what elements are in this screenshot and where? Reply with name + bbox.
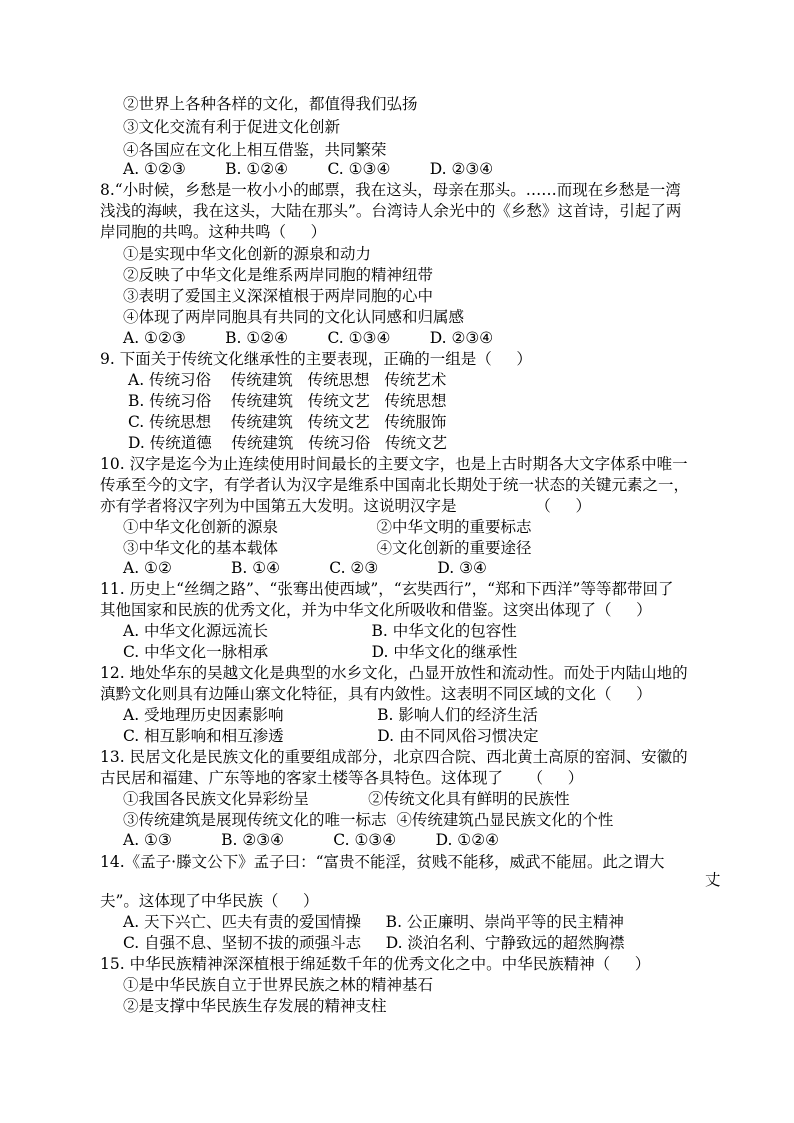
question-13-text: 古民居和福建、广东等地的客家土楼等各具特色。这体现了 （ ） [100, 769, 584, 787]
answer-choice-b: B. 传统习俗 传统建筑 传统文艺 传统思想 [128, 392, 447, 410]
option-line: C. 自强不息、坚韧不拔的顽强斗志 D. 淡泊名利、宁静致远的超然胸襟 [123, 934, 625, 952]
question-11-text: 11. 历史上“丝绸之路”、“张骞出使西域”，“玄奘西行”，“郑和下西洋”等等都带回了 [100, 580, 674, 598]
option-line: ③表明了爱国主义深深植根于两岸同胞的心中 [123, 287, 434, 305]
question-8-text: 岸同胞的共鸣。这种共鸣（ ） [100, 223, 327, 241]
option-line: ③文化交流有利于促进文化创新 [123, 118, 341, 136]
option-line: ④各国应在文化上相互借鉴，共同繁荣 [123, 141, 387, 159]
answer-choices: A. ①② B. ①④ C. ②③ D. ③④ [123, 559, 487, 577]
option-line: ③中华文化的基本载体 ④文化创新的重要途径 [123, 539, 532, 557]
question-12-text: 滇黔文化则具有边陲山寨文化特征，具有内敛性。这表明不同区域的文化（ ） [100, 685, 652, 703]
option-line: C. 相互影响和相互渗透 D. 由不同风俗习惯决定 [123, 727, 539, 745]
option-line: ②反映了中华文化是维系两岸同胞的精神纽带 [123, 266, 434, 284]
question-10-text: 10. 汉字是迄今为止连续使用时间最长的主要文字，也是上古时期各大文字体系中唯一 [100, 455, 688, 473]
answer-choice-c: C. 传统思想 传统建筑 传统文艺 传统服饰 [128, 413, 447, 431]
answer-choice-d: D. 传统道德 传统建筑 传统习俗 传统文艺 [128, 434, 447, 452]
answer-choices: A. ①②③ B. ①②④ C. ①③④ D. ②③④ [123, 160, 494, 178]
option-line: C. 中华文化一脉相承 D. 中华文化的继承性 [123, 643, 518, 661]
answer-choices: A. ①②③ B. ①②④ C. ①③④ D. ②③④ [123, 329, 494, 347]
question-14-text: 夫”。这体现了中华民族（ ） [100, 892, 319, 910]
question-13-text: 13. 民居文化是民族文化的重要组成部分，北京四合院、西北黄土高原的窑洞、安徽的 [100, 748, 688, 766]
question-8-text: 浅浅的海峡，我在这头，大陆在那头”。台湾诗人余光中的《乡愁》这首诗，引起了两 [100, 202, 682, 220]
option-line: A. 中华文化源远流长 B. 中华文化的包容性 [123, 622, 517, 640]
question-14-text: 丈 [705, 871, 721, 889]
question-15-text: 15. 中华民族精神深深植根于绵延数千年的优秀文化之中。中华民族精神（ ） [100, 955, 651, 973]
question-11-text: 其他国家和民族的优秀文化，并为中华文化所吸收和借鉴。这突出体现了（ ） [100, 601, 652, 619]
question-12-text: 12. 地处华东的吴越文化是典型的水乡文化，凸显开放性和流动性。而处于内陆山地的 [100, 664, 688, 682]
question-9-text: 9. 下面关于传统文化继承性的主要表现，正确的一组是（ ） [100, 350, 532, 368]
option-line: ②是支撑中华民族生存发展的精神支柱 [123, 997, 387, 1015]
option-line: ①是实现中华文化创新的源泉和动力 [123, 245, 372, 263]
option-line: ①是中华民族自立于世界民族之林的精神基石 [123, 976, 434, 994]
option-line: ①中华文化创新的源泉 ②中华文明的重要标志 [123, 518, 532, 536]
answer-choice-a: A. 传统习俗 传统建筑 传统思想 传统艺术 [128, 371, 447, 389]
option-line: ③传统建筑是展现传统文化的唯一标志 ④传统建筑凸显民族文化的个性 [123, 811, 614, 829]
option-line: A. 受地理历史因素影响 B. 影响人们的经济生活 [123, 706, 538, 724]
question-14-text: 14.《孟子·滕文公下》孟子曰：“富贵不能淫，贫贱不能移，威武不能屈。此之谓大 [100, 853, 665, 871]
option-line: ①我国各民族文化异彩纷呈 ②传统文化具有鲜明的民族性 [123, 790, 570, 808]
question-10-text: 传承至今的文字，有学者认为汉字是维系中国南北长期处于统一状态的关键元素之一， [100, 476, 690, 494]
option-line: A. 天下兴亡、匹夫有责的爱国情操 B. 公正廉明、崇尚平等的民主精神 [123, 913, 624, 931]
option-line: ②世界上各种各样的文化，都值得我们弘扬 [123, 95, 418, 113]
answer-choices: A. ①③ B. ②③④ C. ①③④ D. ①②④ [123, 831, 499, 849]
question-8-text: 8.“小时候，乡愁是一枚小小的邮票，我在这头，母亲在那头。……而现在乡愁是一湾 [100, 181, 681, 199]
option-line: ④体现了两岸同胞具有共同的文化认同感和归属感 [123, 308, 465, 326]
question-10-text: 亦有学者将汉字列为中国第五大发明。这说明汉字是 （ ） [100, 497, 591, 515]
